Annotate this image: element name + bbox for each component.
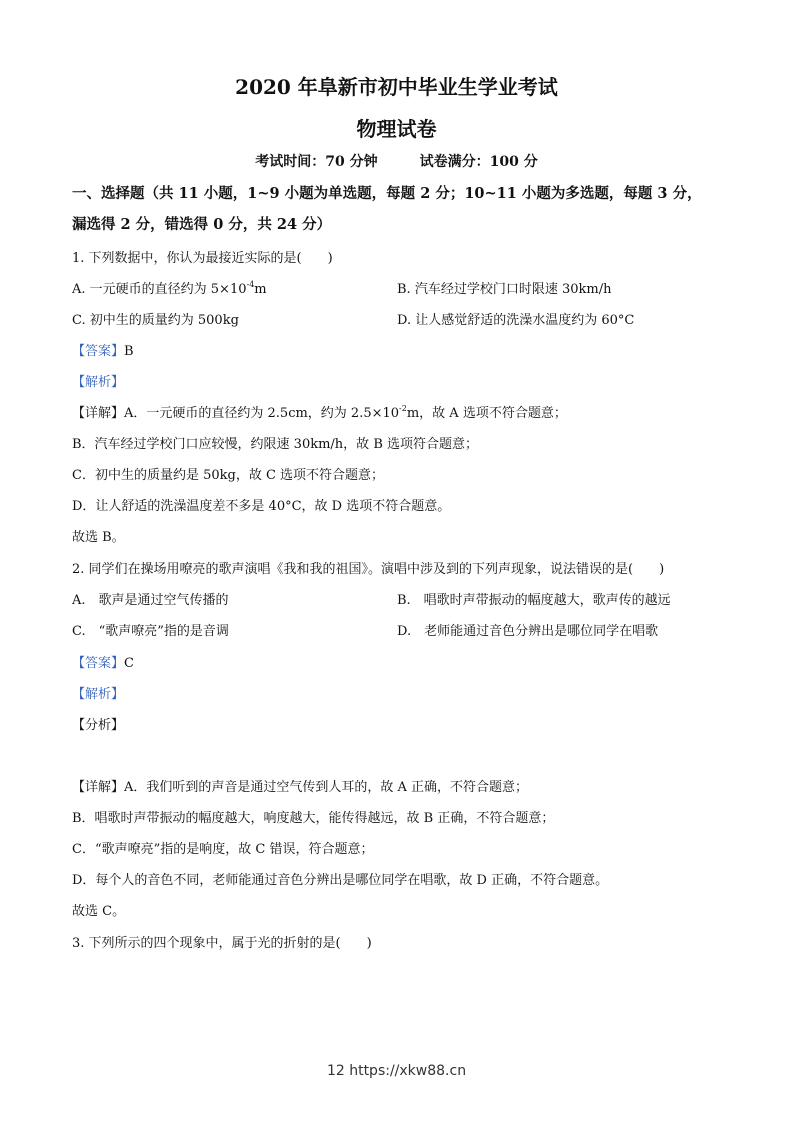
question-3-stem: 3. 下列所示的四个现象中，属于光的折射的是( ): [72, 936, 372, 951]
section-heading-line2: 漏选得 2 分，错选得 0 分，共 24 分）: [72, 216, 332, 233]
question-2-answer: [72, 652, 134, 671]
option-a-unit: m: [254, 282, 267, 297]
question-2-conclusion: 故选 C。: [72, 904, 126, 919]
page-title: 2020 年阜新市初中毕业生学业考试: [235, 75, 558, 99]
detail-a-exponent: -2: [399, 404, 407, 413]
exam-time: 考试时间：70 分钟: [255, 154, 378, 170]
page-footer: 12 https://xkw88.cn: [326, 1063, 467, 1079]
question-2-analysis-tag: 【解析】: [72, 687, 125, 702]
question-1-conclusion: 故选 B。: [72, 530, 125, 545]
detail-a-rest: m，故 A 选项不符合题意；: [406, 406, 567, 421]
question-1-detail-a: [72, 402, 567, 421]
question-1-option-c: C. 初中生的质量约为 500kg: [72, 313, 239, 328]
question-2-detail-a: 【详解】A．我们听到的声音是通过空气传到人耳的，故 A 正确，不符合题意；: [72, 780, 529, 795]
question-1-option-d: D. 让人感觉舒适的洗澡水温度约为 60°C: [397, 313, 635, 328]
question-2-detail-b: B．唱歌时声带振动的幅度越大，响度越大，能传得越远，故 B 正确，不符合题意；: [72, 811, 555, 826]
question-2-fenxi-tag: 【分析】: [72, 718, 125, 733]
question-1-detail-d: D．让人舒适的洗澡温度差不多是 40°C，故 D 选项不符合题意。: [72, 499, 451, 514]
question-2-option-a: A. 歌声是通过空气传播的: [72, 593, 229, 608]
question-2-stem: 2. 同学们在操场用嘹亮的歌声演唱《我和我的祖国》。演唱中涉及到的下列声现象，说法错误的是( ): [72, 562, 665, 577]
exam-info: [0, 151, 793, 171]
question-2-detail-d: D．每个人的音色不同，老师能通过音色分辨出是哪位同学在唱歌，故 D 正确，不符合题意。: [72, 873, 609, 888]
exam-score: 试卷满分：100 分: [419, 154, 538, 170]
answer-value: C: [124, 656, 134, 671]
question-1-option-a: [72, 278, 267, 297]
question-2-option-d: D. 老师能通过音色分辨出是哪位同学在唱歌: [397, 624, 659, 639]
question-1-detail-b: B．汽车经过学校门口应较慢，约限速 30km/h，故 B 选项符合题意；: [72, 437, 479, 452]
page-subtitle: 物理试卷: [356, 117, 437, 141]
question-1-detail-c: C．初中生的质量约是 50kg，故 C 选项不符合题意；: [72, 468, 385, 483]
answer-tag: 【答案】: [72, 656, 125, 671]
question-2-option-b: B. 唱歌时声带振动的幅度越大，歌声传的越远: [397, 593, 671, 608]
option-a-text: A. 一元硬币的直径约为 5×10: [72, 282, 247, 297]
answer-value: B: [124, 344, 134, 359]
question-1-stem: 1. 下列数据中，你认为最接近实际的是( ): [72, 251, 333, 266]
question-2-detail-c: C．“歌声嘹亮”指的是响度，故 C 错误，符合题意；: [72, 842, 374, 857]
detail-a-text: 【详解】A．一元硬币的直径约为 2.5cm，约为 2.5×10: [72, 406, 400, 421]
question-2-option-c: C. “歌声嘹亮”指的是音调: [72, 624, 229, 639]
answer-tag: 【答案】: [72, 344, 125, 359]
question-1-answer: [72, 340, 134, 359]
question-1-option-b: B. 汽车经过学校门口时限速 30km/h: [397, 282, 612, 297]
option-a-exponent: -4: [246, 280, 255, 289]
section-heading-line1: 一、选择题（共 11 小题，1~9 小题为单选题，每题 2 分；10~11 小题为多选题，每题 3 分，: [72, 185, 702, 202]
question-1-analysis-tag: 【解析】: [72, 375, 125, 390]
